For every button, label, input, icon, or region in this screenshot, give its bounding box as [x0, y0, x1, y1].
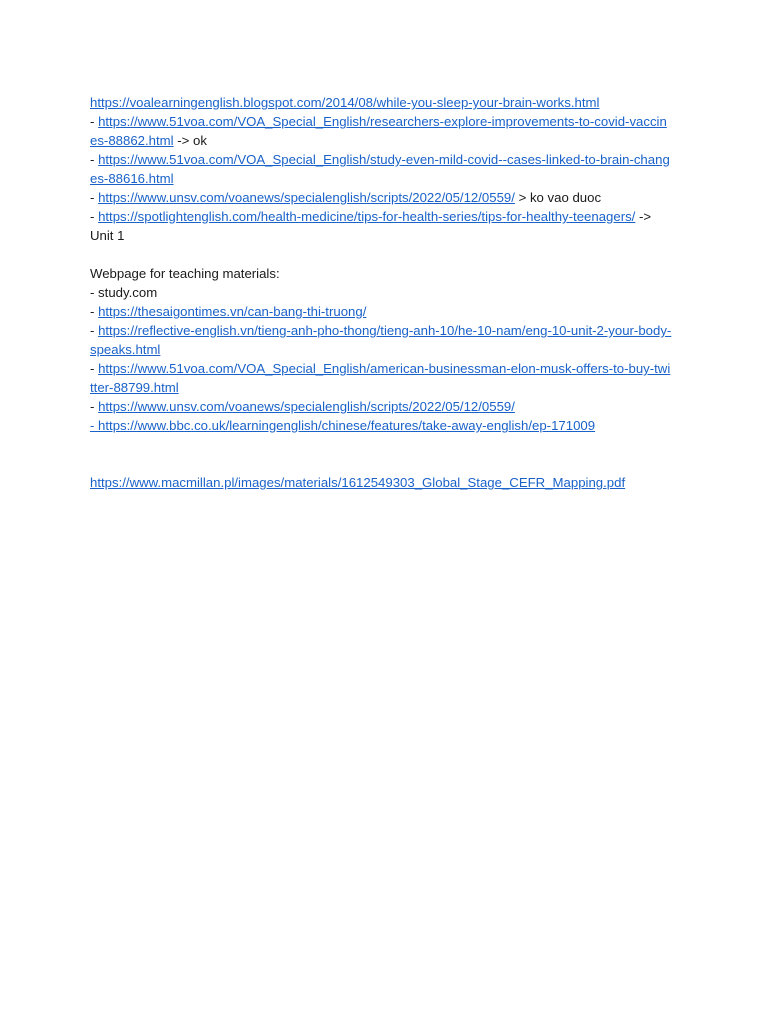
note-text: -> ok [173, 133, 207, 148]
macmillan-line [90, 473, 672, 492]
bullet-dash: - [90, 190, 99, 205]
document-body [90, 93, 672, 492]
saigontimes-link[interactable]: https://thesaigontimes.vn/can-bang-thi-truong/ [98, 304, 367, 319]
list-item-bbc [90, 416, 672, 435]
bullet-dash: - [90, 304, 99, 319]
note-text: > ko vao duoc [514, 190, 602, 205]
51voa-covid-vaccines-link[interactable]: https://www.51voa.com/VOA_Special_English/researchers-explore-improvements-to-covid-vaccines-88862.html [90, 114, 667, 148]
macmillan-pdf-link[interactable]: https://www.macmillan.pl/images/materials/1612549303_Global_Stage_CEFR_Mapping.pdf [90, 475, 626, 490]
bullet-dash: - [90, 361, 99, 376]
unsv-script-link-2[interactable]: https://www.unsv.com/voanews/specialenglish/scripts/2022/05/12/0559/ [98, 399, 515, 414]
note-text: -> Unit 1 [90, 209, 652, 243]
blank-line [90, 245, 672, 264]
bullet-dash: - [90, 152, 99, 167]
unsv-script-link[interactable]: https://www.unsv.com/voanews/specialenglish/scripts/2022/05/12/0559/ [98, 190, 515, 205]
link-line-5 [90, 207, 672, 245]
blank-line [90, 454, 672, 473]
link-line-1 [90, 93, 672, 112]
bbc-learningenglish-link[interactable]: - https://www.bbc.co.uk/learningenglish/chinese/features/take-away-english/ep-171009 [90, 418, 596, 433]
bullet-dash: - [90, 323, 99, 338]
section-heading: Webpage for teaching materials: [90, 266, 280, 281]
blank-line [90, 435, 672, 454]
link-line-2 [90, 112, 672, 150]
list-item-saigontimes [90, 302, 672, 321]
51voa-covid-brain-link[interactable]: https://www.51voa.com/VOA_Special_English/study-even-mild-covid--cases-linked-to-brain-changes-88616.html [90, 152, 670, 186]
spotlight-teenagers-link[interactable]: https://spotlightenglish.com/health-medicine/tips-for-health-series/tips-for-healthy-teenagers/ [98, 209, 636, 224]
51voa-musk-link[interactable]: https://www.51voa.com/VOA_Special_English/american-businessman-elon-musk-offers-to-buy-twitter-88799.html [90, 361, 671, 395]
list-item-reflective [90, 321, 672, 359]
voa-blogspot-link[interactable]: https://voalearningenglish.blogspot.com/2014/08/while-you-sleep-your-brain-works.html [90, 95, 600, 110]
bullet-dash: - [90, 114, 99, 129]
bullet-dash: - [90, 399, 99, 414]
bullet-dash: - [90, 209, 99, 224]
link-line-4 [90, 188, 672, 207]
list-item-unsv [90, 397, 672, 416]
reflective-english-link[interactable]: https://reflective-english.vn/tieng-anh-pho-thong/tieng-anh-10/he-10-nam/eng-10-unit-2-your-body-speaks.html [90, 323, 672, 357]
list-item-study: - study.com [90, 285, 158, 300]
link-line-3 [90, 150, 672, 188]
list-item-51voa-musk [90, 359, 672, 397]
